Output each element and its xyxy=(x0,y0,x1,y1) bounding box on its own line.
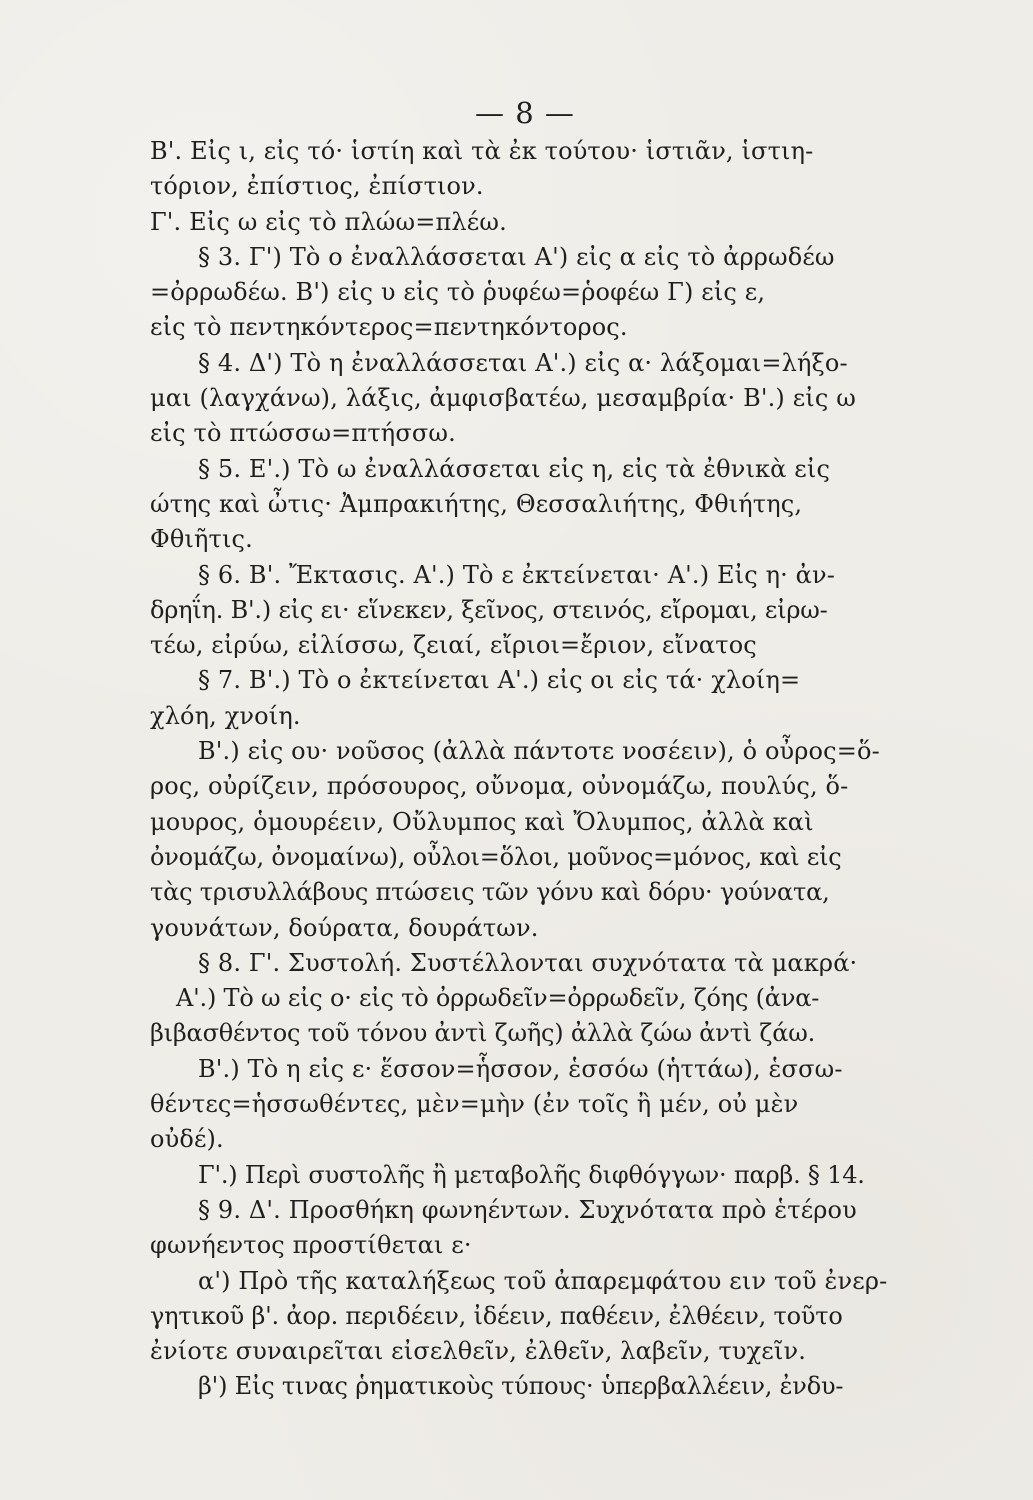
text-line: § 8. Γ'. Συστολή. Συστέλλονται συχνότατα τὰ μακρά· xyxy=(198,948,858,977)
text-line: χλόη, χνοίη. xyxy=(150,701,301,730)
page-text xyxy=(150,134,910,1405)
text-line: § 9. Δ'. Προσθήκη φωνηέντων. Συχνότατα πρὸ ἑτέρου xyxy=(198,1195,857,1224)
page-number: — 8 — xyxy=(475,96,575,130)
text-line: Β'.) Τὸ η εἰς ε· ἕσσον=ἧσσον, ἑσσόω (ἡττάω), ἑσσω- xyxy=(198,1054,843,1083)
text-line: α') Πρὸ τῆς καταλήξεως τοῦ ἀπαρεμφάτου ειν τοῦ ἐνερ- xyxy=(198,1266,888,1295)
text-line: ώτης καὶ ὦτις· Ἀμπρακιήτης, Θεσσαλιήτης, Φθιήτης, xyxy=(150,489,803,518)
text-line: τὰς τρισυλλάβους πτώσεις τῶν γόνυ καὶ δόρυ· γούνατα, xyxy=(150,878,830,907)
text-line: βιβασθέντος τοῦ τόνου ἀντὶ ζωῆς) ἀλλὰ ζώω ἀντὶ ζάω. xyxy=(150,1019,816,1048)
text-line: γητικοῦ β'. ἀορ. περιδέειν, ἰδέειν, παθέειν, ἐλθέειν, τοῦτο xyxy=(150,1301,843,1330)
text-line: οὐδέ). xyxy=(150,1125,224,1154)
text-line: =ὀρρωδέω. Β') εἰς υ εἰς τὸ ῥυφέω=ῥοφέω Γ) εἰς ε, xyxy=(150,278,766,307)
text-line: εἰς τὸ πεντηκόντερος=πεντηκόντορος. xyxy=(150,313,628,342)
text-line: ὀνομάζω, ὀνομαίνω), οὖλοι=ὅλοι, μοῦνος=μόνος, καὶ εἰς xyxy=(150,842,842,871)
text-line: β') Εἰς τινας ῥηματικοὺς τύπους· ὑπερβαλλέειν, ἐνδυ- xyxy=(198,1372,844,1401)
text-line: ρος, οὐρίζειν, πρόσουρος, οὔνομα, οὐνομάζω, πουλύς, ὅ- xyxy=(150,772,849,801)
text-line: φωνήεντος προστίθεται ε· xyxy=(150,1231,472,1260)
text-line: Β'. Εἰς ι, εἰς τό· ἱστίη καὶ τὰ ἐκ τούτου· ἱστιᾶν, ἱστιη- xyxy=(150,137,814,165)
text-line: τέω, εἰρύω, εἰλίσσω, ζειαί, εἴριοι=ἔριον, εἴνατος xyxy=(150,631,757,660)
text-line: Γ'.) Περὶ συστολῆς ἢ μεταβολῆς διφθόγγων· παρβ. § 14. xyxy=(198,1160,865,1189)
text-line: Γ'. Εἰς ω εἰς τὸ πλώω=πλέω. xyxy=(150,207,507,236)
text-line: § 5. Ε'.) Τὸ ω ἐναλλάσσεται εἰς η, εἰς τὰ ἐθνικὰ εἰς xyxy=(198,454,831,483)
text-line: θέντες=ἡσσωθέντες, μὲν=μὴν (ἐν τοῖς ἢ μέν, οὐ μὲν xyxy=(150,1090,799,1119)
text-line: § 3. Γ') Τὸ ο ἐναλλάσσεται Α') εἰς α εἰς τὸ ἀρρωδέω xyxy=(198,242,835,271)
text-line: δρηΐη. Β'.) εἰς ει· εἵνεκεν, ξεῖνος, στεινός, εἴρομαι, εἰρω- xyxy=(150,595,828,624)
text-line: § 6. Β'. Ἔκτασις. Α'.) Τὸ ε ἐκτείνεται· Α'.) Εἰς η· ἀν- xyxy=(198,560,836,589)
text-line: § 7. Β'.) Τὸ ο ἐκτείνεται Α'.) εἰς οι εἰς τά· χλοίη= xyxy=(198,666,801,695)
text-line: εἰς τὸ πτώσσω=πτήσσω. xyxy=(150,419,456,448)
text-line: Β'.) εἰς ου· νοῦσος (ἀλλὰ πάντοτε νοσέειν), ὁ οὖρος=ὅ- xyxy=(198,737,880,766)
text-line: μουρος, ὁμουρέειν, Οὔλυμπος καὶ Ὄλυμπος, ἀλλὰ καὶ xyxy=(150,807,814,836)
text-line: § 4. Δ') Τὸ η ἐναλλάσσεται Α'.) εἰς α· λάξομαι=λήξο- xyxy=(198,348,848,377)
text-line: Φθιῆτις. xyxy=(150,525,253,554)
text-line: μαι (λαγχάνω), λάξις, ἀμφισβατέω, μεσαμβρία· Β'.) εἰς ω xyxy=(150,384,856,413)
text-line: γουνάτων, δούρατα, δουράτων. xyxy=(150,913,539,942)
text-line: τόριον, ἐπίστιος, ἐπίστιον. xyxy=(150,172,484,201)
text-line: ἐνίοτε συναιρεῖται εἰσελθεῖν, ἐλθεῖν, λαβεῖν, τυχεῖν. xyxy=(150,1337,806,1366)
text-line: Α'.) Τὸ ω εἰς ο· εἰς τὸ ὀρρωδεῖν=ὀρρωδεῖν, ζόης (ἀνα- xyxy=(176,984,820,1013)
